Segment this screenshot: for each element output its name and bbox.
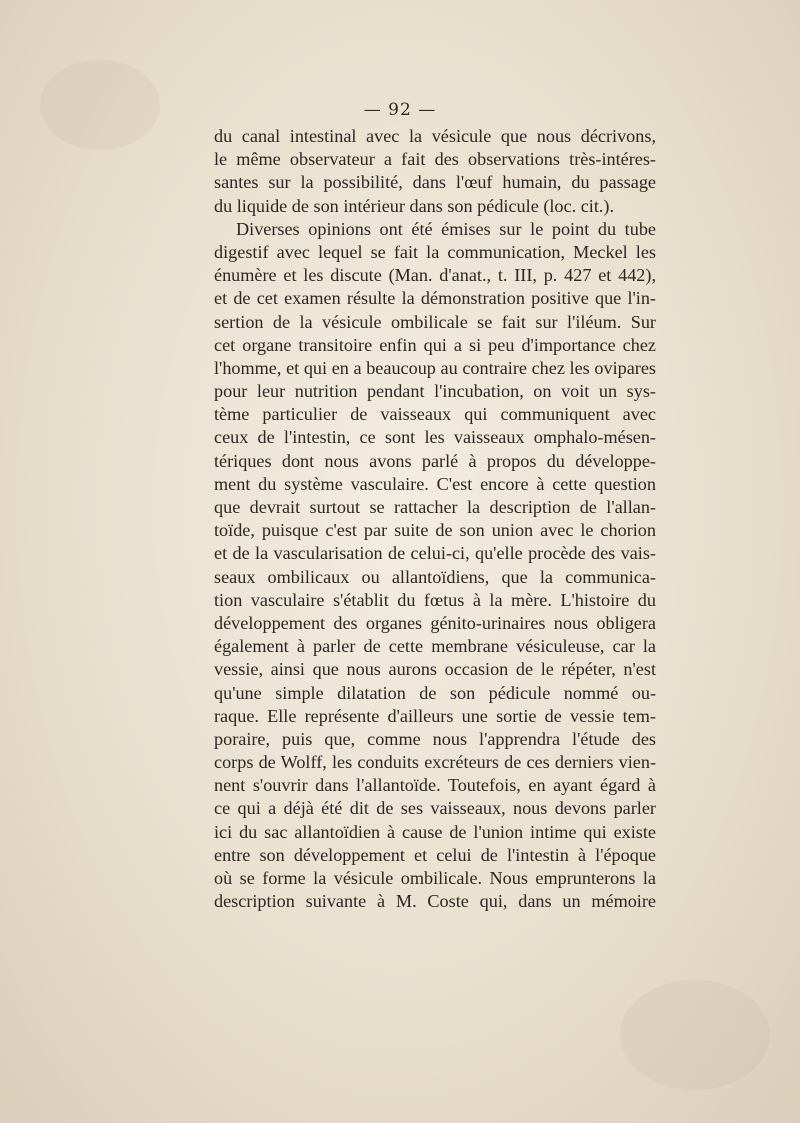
text-line: seaux ombilicaux ou allantoïdiens, que la communica- <box>214 566 656 587</box>
text-line: pour leur nutrition pendant l'incubation, on voit un sys- <box>214 381 656 402</box>
text-line: Diverses opinions ont été émises sur le point du tube <box>236 218 656 239</box>
text-line: ce qui a déjà été dit de ses vaisseaux, nous devons parler <box>214 798 656 819</box>
text-line: nent s'ouvrir dans l'allantoïde. Toutefois, en ayant égard à <box>214 775 656 796</box>
text-line: qu'une simple dilatation de son pédicule nommé ou- <box>214 682 656 703</box>
page-number: — 92 — <box>363 100 437 120</box>
text-line: vessie, ainsi que nous aurons occasion de le répéter, n'est <box>214 659 656 680</box>
text-line: et de cet examen résulte la démonstration positive que l'in- <box>214 288 656 309</box>
text-line: du canal intestinal avec la vésicule que nous décrivons, <box>214 126 656 146</box>
paper-stain <box>620 980 770 1090</box>
text-line: digestif avec lequel se fait la communication, Meckel les <box>214 241 656 262</box>
text-line: et de la vascularisation de celui-ci, qu'elle procède des vais- <box>214 543 656 564</box>
text-line: que devrait surtout se rattacher la description de l'allan- <box>214 497 656 517</box>
text-line: corps de Wolff, les conduits excréteurs de ces derniers vien- <box>214 752 656 773</box>
text-line: cet organe transitoire enfin qui a si peu d'importance chez <box>214 334 656 355</box>
text-line: poraire, puis que, comme nous l'apprendra l'étude des <box>214 728 656 749</box>
text-line: entre son développement et celui de l'intestin à l'époque <box>214 844 656 865</box>
text-line: tion vasculaire s'établit du fœtus à la mère. L'histoire du <box>214 589 656 610</box>
text-line: description suivante à M. Coste qui, dans un mémoire <box>214 891 656 912</box>
text-line: tériques dont nous avons parlé à propos du développe- <box>214 450 656 471</box>
text-line: toïde, puisque c'est par suite de son union avec le chorion <box>214 520 656 541</box>
text-line: santes sur la possibilité, dans l'œuf humain, du passage <box>214 172 656 193</box>
text-line: ici du sac allantoïdien à cause de l'union intime qui existe <box>214 821 656 842</box>
text-line: également à parler de cette membrane vésiculeuse, car la <box>214 636 656 657</box>
text-line: raque. Elle représente d'ailleurs une sortie de vessie tem- <box>214 705 656 726</box>
text-line: du liquide de son intérieur dans son pédicule (loc. cit.). <box>214 195 615 216</box>
text-line: tème particulier de vaisseaux qui communiquent avec <box>214 404 656 425</box>
text-line: développement des organes génito-urinaires nous obligera <box>214 612 656 633</box>
text-line: ment du système vasculaire. C'est encore à cette question <box>214 473 656 494</box>
text-line: ceux de l'intestin, ce sont les vaisseaux omphalo-mésen- <box>214 427 656 448</box>
text-line: l'homme, et qui en a beaucoup au contraire chez les ovipares <box>214 357 656 378</box>
text-line: le même observateur a fait des observations très-intéres- <box>214 149 656 170</box>
text-line: énumère et les discute (Man. d'anat., t. III, p. 427 et 442), <box>214 265 656 286</box>
text-line: où se forme la vésicule ombilicale. Nous emprunterons la <box>214 868 656 888</box>
body-text <box>214 125 656 913</box>
text-line: sertion de la vésicule ombilicale se fait sur l'iléum. Sur <box>214 311 656 332</box>
